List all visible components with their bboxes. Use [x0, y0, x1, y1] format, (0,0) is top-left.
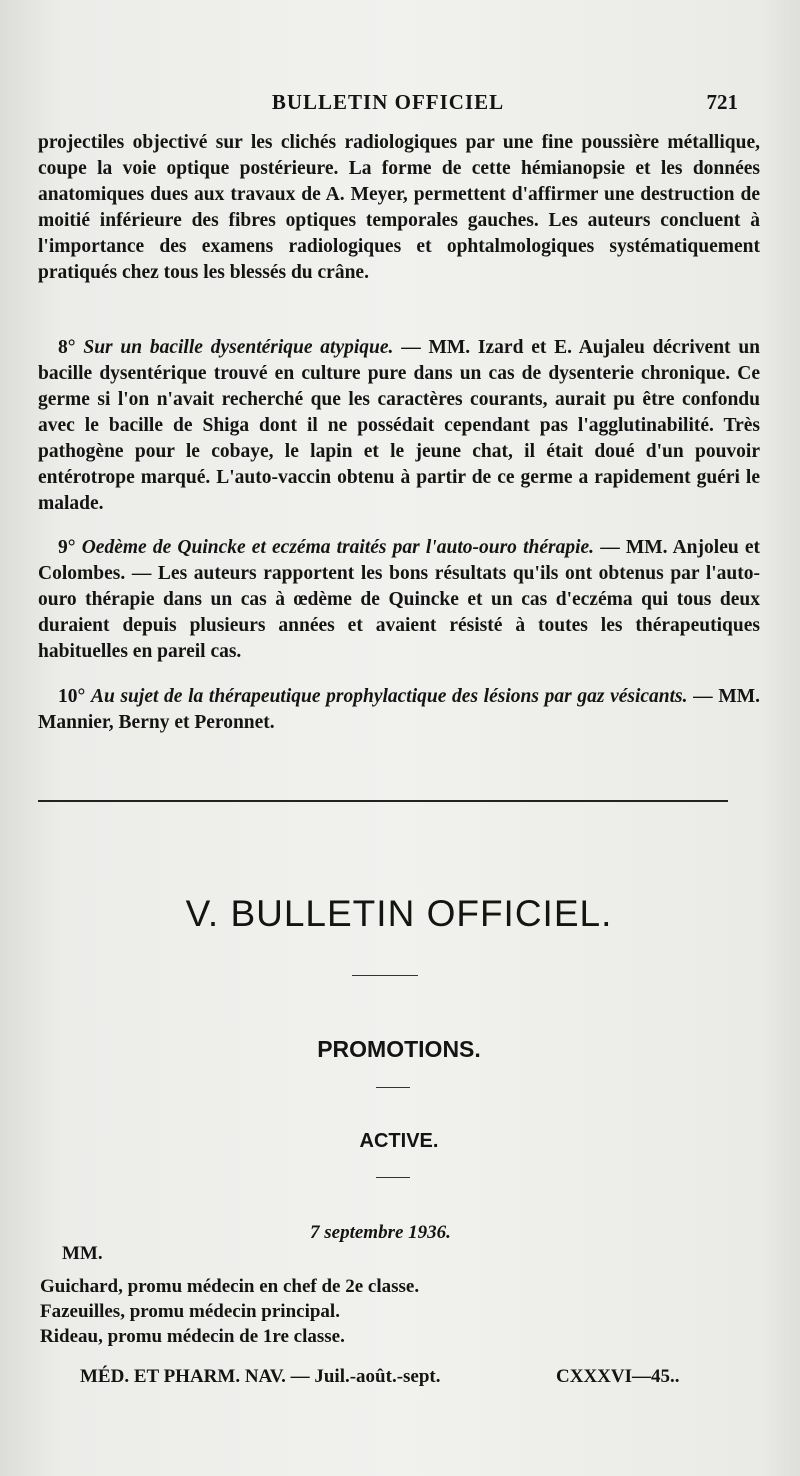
promotion-date: 7 septembre 1936. [310, 1222, 451, 1243]
promotion-entry: Fazeuilles, promu médecin principal. [40, 1301, 340, 1322]
paragraph-4-title: Au sujet de la thérapeutique prophylactique des lésions par gaz vésicants. [90, 686, 688, 707]
short-rule [376, 1177, 410, 1178]
paragraph-1-text: projectiles objectivé sur les clichés radiologiques par une fine poussière métallique, coupe la voie optique postérieure. La forme de cette hémianopsie et les données anatomiques dues aux travaux de A. Meyer, permettent d'affirmer une destruction de moitié inférieure des fibres optiques temporales gauches. Les auteurs concluent à l'importance des examens radiologiques et ophtalmologiques systématiquement pratiqués chez tous les blessés du crâne. [38, 132, 760, 283]
paragraph-4 [38, 684, 760, 736]
paragraph-3-number: 9° [58, 537, 76, 558]
paragraph-3 [38, 535, 760, 665]
active-heading: ACTIVE. [359, 1130, 439, 1152]
page-number: 721 [706, 90, 738, 114]
short-rule [376, 1087, 410, 1088]
footer-signature: CXXXVI—45.. [556, 1366, 680, 1387]
promotions-list [40, 1274, 419, 1349]
paragraph-3-title: Oedème de Quincke et eczéma traités par l'auto-ouro thérapie. [81, 537, 595, 558]
footer-journal: MÉD. ET PHARM. NAV. — Juil.-août.-sept. [80, 1366, 441, 1387]
paragraph-3-text: — MM. Anjoleu et Colombes. — Les auteurs rapportent les bons résultats qu'ils ont obtenus par l'auto-ouro thérapie dans un cas à œdème de Quincke et un cas d'eczéma qui tous deux duraient depuis plusieurs années et avaient résisté à toutes les thérapeutiques habituelles en pareil cas. [38, 537, 760, 662]
promotion-entry: Rideau, promu médecin de 1re classe. [40, 1326, 345, 1347]
section-divider [38, 800, 728, 802]
promotion-entry: Guichard, promu médecin en chef de 2e classe. [40, 1276, 420, 1297]
paragraph-2 [38, 335, 760, 517]
paragraph-1 [38, 130, 760, 286]
running-header [38, 90, 738, 118]
running-title: BULLETIN OFFICIEL [271, 90, 505, 114]
paragraph-4-text: — MM. Mannier, Berny et Peronnet. [38, 686, 761, 733]
promotions-heading: PROMOTIONS. [317, 1036, 481, 1062]
section-title: V. BULLETIN OFFICIEL. [185, 893, 613, 934]
paragraph-4-number: 10° [58, 686, 86, 707]
mm-label: MM. [62, 1243, 103, 1264]
paragraph-2-number: 8° [58, 337, 76, 358]
paragraph-2-text: — MM. Izard et E. Aujaleu décrivent un bacille dysentérique trouvé en culture pure dans un cas de dysenterie chronique. Ce germe si l'on n'avait recherché que les caractères courants, aurait pu être confondu avec le bacille de Shiga dont il ne possédait cependant pas l'agglutinabilité. Très pathogène pour le cobaye, le lapin et le jeune chat, il était doué d'un pouvoir entérotrope marqué. L'auto-vaccin obtenu à partir de ce germe a rapidement guéri le malade. [38, 337, 761, 514]
short-rule [352, 975, 418, 976]
paragraph-2-title: Sur un bacille dysentérique atypique. [83, 337, 394, 358]
